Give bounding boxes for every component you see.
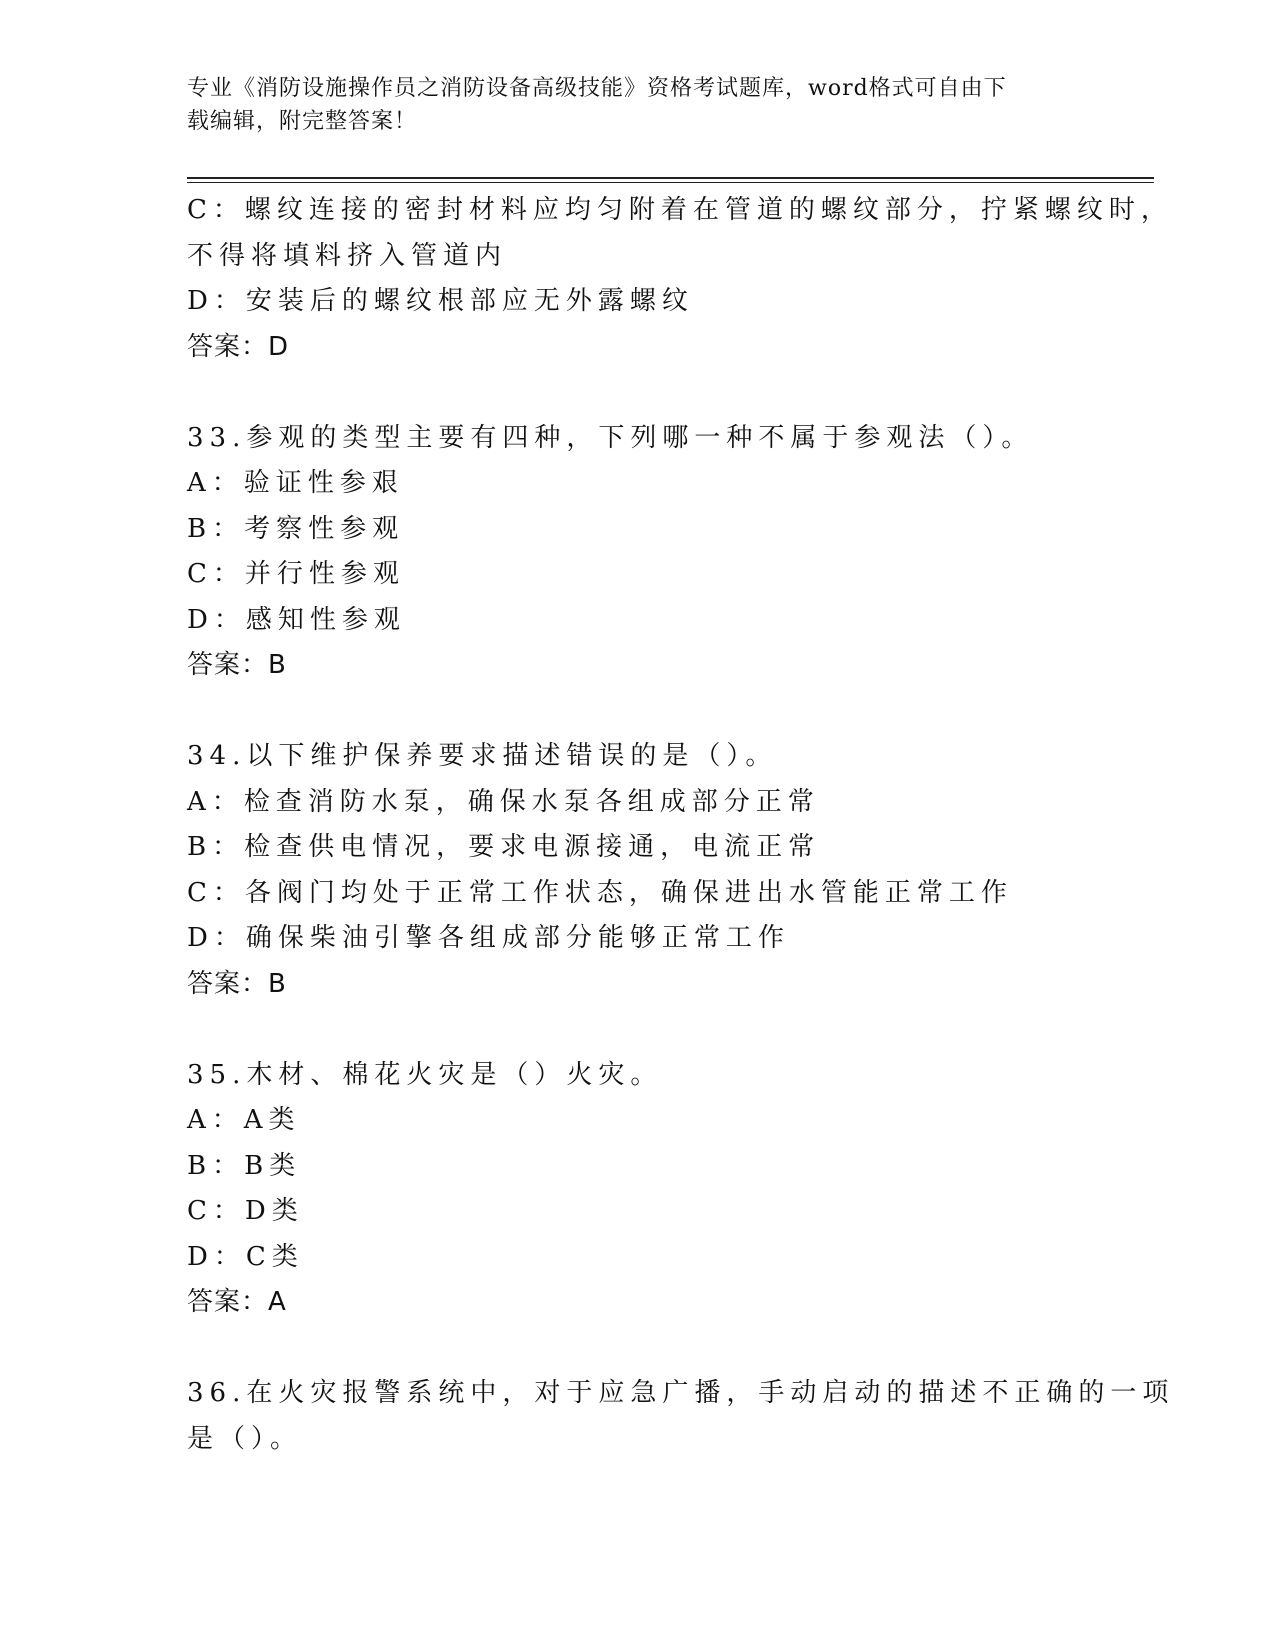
header-divider-thin	[187, 182, 1154, 183]
spacer	[187, 1326, 1087, 1372]
question-36	[187, 1371, 1175, 1462]
question-body	[187, 188, 1175, 1462]
option-c: C：D类	[187, 1196, 304, 1226]
spacer	[187, 689, 1087, 735]
option-b: B：B类	[187, 1150, 302, 1181]
question-33	[187, 416, 1087, 689]
option-d: D：C类	[187, 1241, 304, 1272]
spacer	[187, 1007, 1087, 1053]
answer-line: 答案：D	[187, 331, 290, 362]
option-a: A：验证性参艰	[187, 468, 404, 498]
question-stem: 36.在火灾报警系统中，对于应急广播，手动启动的描述不正确的一项	[187, 1378, 1175, 1408]
option-c: C：并行性参观	[187, 559, 405, 589]
answer-line: 答案：A	[187, 1287, 287, 1317]
question-stem: 33.参观的类型主要有四种，下列哪一种不属于参观法（）。	[187, 422, 1034, 453]
question-stem: 35.木材、棉花火灾是（）火灾。	[187, 1059, 663, 1090]
document-header	[187, 72, 1087, 138]
answer-line: 答案：B	[187, 968, 287, 999]
header-divider-thick	[187, 177, 1154, 179]
option-d: D：感知性参观	[187, 604, 406, 635]
option-a: A：检查消防水泵，确保水泵各组成部分正常	[187, 786, 820, 817]
option-a: A：A类	[187, 1105, 301, 1135]
question-35	[187, 1053, 1087, 1326]
option-b: B：考察性参观	[187, 513, 405, 544]
option-b: B：检查供电情况，要求电源接通，电流正常	[187, 832, 821, 862]
spacer	[187, 370, 1087, 416]
option-d: D：确保柴油引擎各组成部分能够正常工作	[187, 923, 790, 953]
question-stem: 34.以下维护保养要求描述错误的是（）。	[187, 741, 778, 771]
question-stem-continued: 是（）。	[187, 1423, 303, 1454]
answer-line: 答案：B	[187, 650, 287, 680]
option-c-continued: 不得将填料挤入管道内	[187, 240, 508, 271]
option-d: D：安装后的螺纹根部应无外露螺纹	[187, 286, 694, 316]
option-c: C：各阀门均处于正常工作状态，确保进出水管能正常工作	[187, 877, 1013, 908]
question-32-partial	[187, 188, 1173, 370]
question-34	[187, 734, 1087, 1007]
header-line-1: 专业《消防设施操作员之消防设备高级技能》资格考试题库，word格式可自由下	[187, 76, 1007, 101]
option-c: C：螺纹连接的密封材料应均匀附着在管道的螺纹部分，拧紧螺纹时，	[187, 195, 1173, 225]
header-line-2: 载编辑，附完整答案！	[187, 109, 418, 134]
